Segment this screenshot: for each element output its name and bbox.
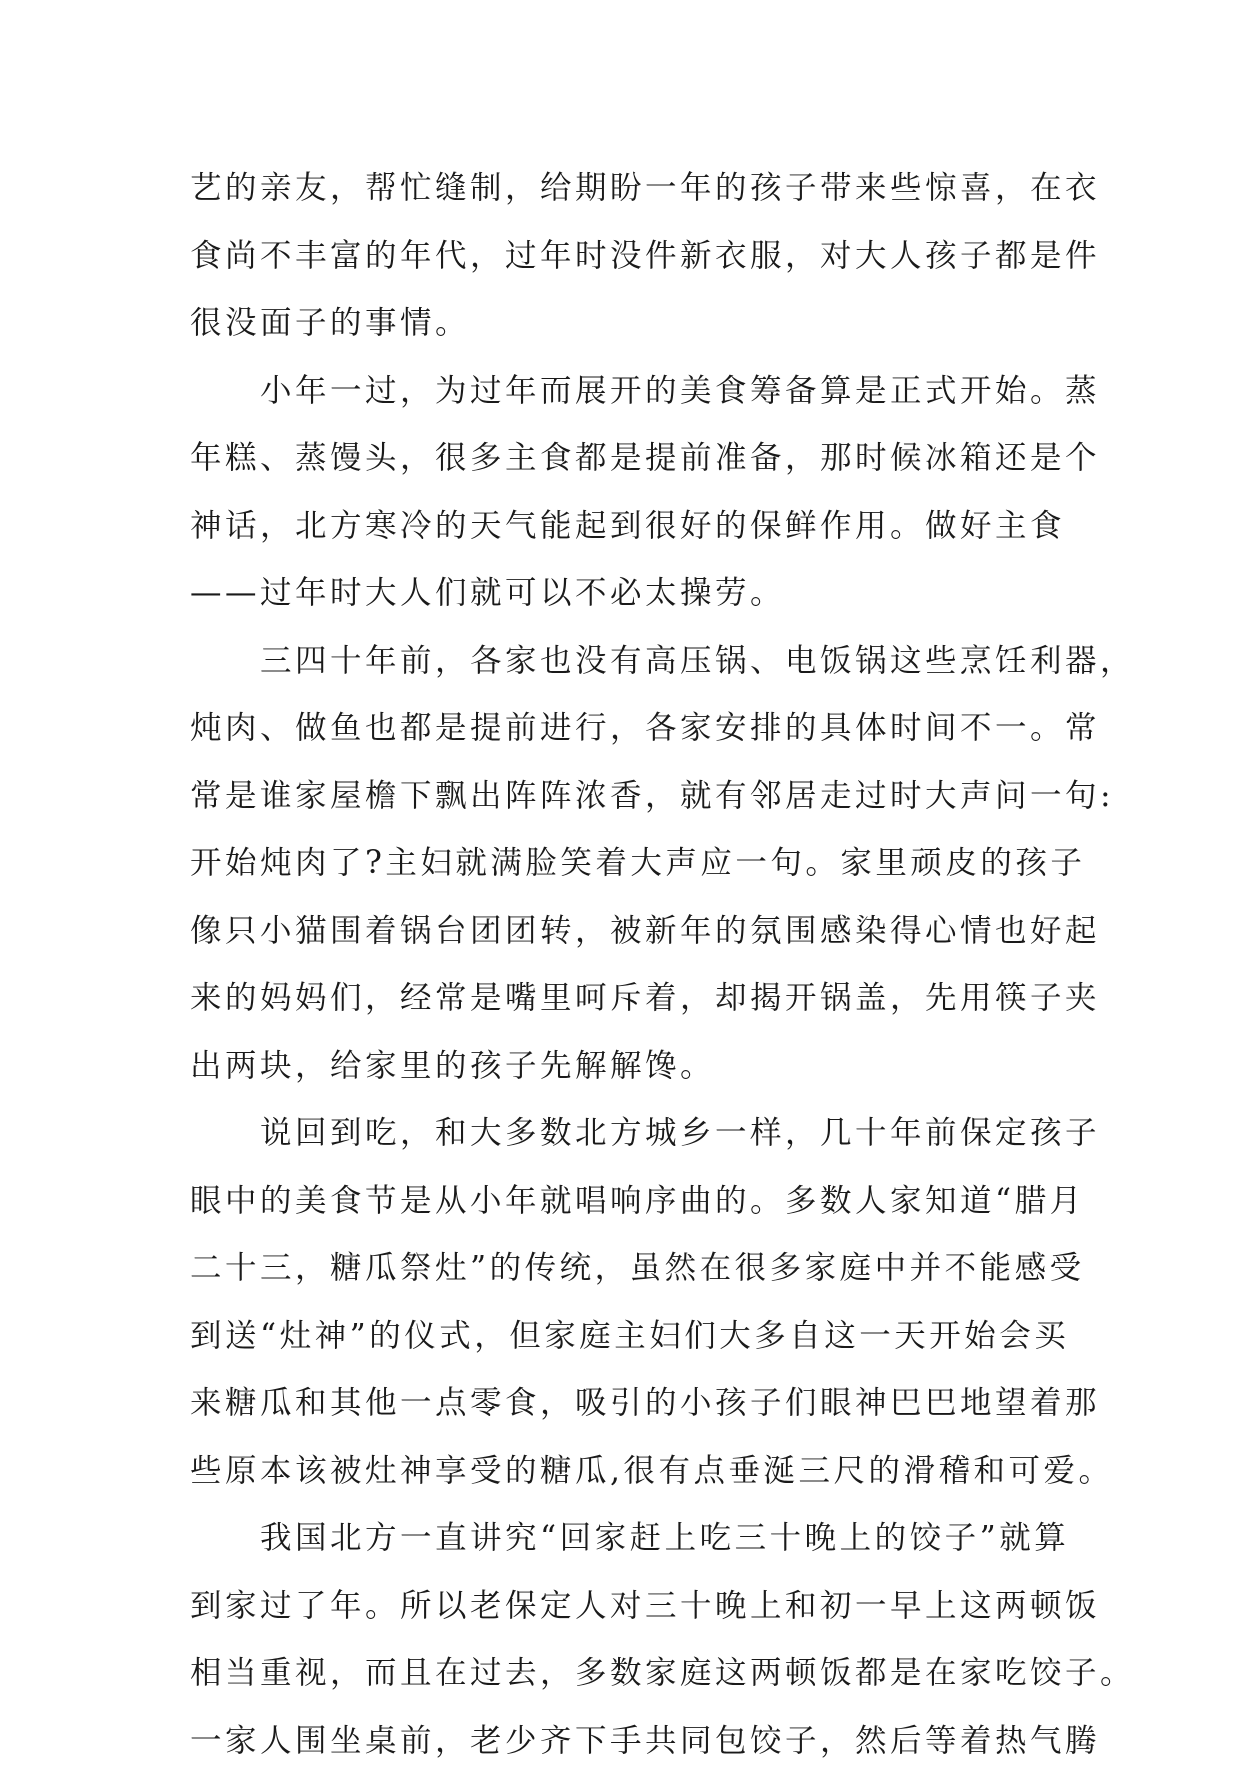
paragraph-line: 很没面子的事情。	[190, 290, 1050, 358]
paragraph-line: 到送“灶神”的仪式，但家庭主妇们大多自这一天开始会买	[190, 1303, 1050, 1371]
document-body	[190, 155, 1050, 1775]
paragraph-line: 三四十年前，各家也没有高压锅、电饭锅这些烹饪利器，	[190, 628, 1050, 696]
paragraph-line: 来的妈妈们，经常是嘴里呵斥着，却揭开锅盖，先用筷子夹	[190, 965, 1050, 1033]
paragraph-line: 年糕、蒸馒头，很多主食都是提前准备，那时候冰箱还是个	[190, 425, 1050, 493]
paragraph-line: 眼中的美食节是从小年就唱响序曲的。多数人家知道“腊月	[190, 1168, 1050, 1236]
paragraph-line: 小年一过，为过年而展开的美食筹备算是正式开始。蒸	[190, 358, 1050, 426]
paragraph-line: 食尚不丰富的年代，过年时没件新衣服，对大人孩子都是件	[190, 223, 1050, 291]
paragraph-line: 二十三，糖瓜祭灶”的传统，虽然在很多家庭中并不能感受	[190, 1235, 1050, 1303]
paragraph-line: 我国北方一直讲究“回家赶上吃三十晚上的饺子”就算	[190, 1505, 1050, 1573]
paragraph-line: 像只小猫围着锅台团团转，被新年的氛围感染得心情也好起	[190, 898, 1050, 966]
paragraph-line: 常是谁家屋檐下飘出阵阵浓香，就有邻居走过时大声问一句:	[190, 763, 1050, 831]
paragraph-line: 神话，北方寒冷的天气能起到很好的保鲜作用。做好主食	[190, 493, 1050, 561]
paragraph-line: 些原本该被灶神享受的糖瓜,很有点垂涎三尺的滑稽和可爱。	[190, 1438, 1050, 1506]
paragraph-line: 说回到吃，和大多数北方城乡一样，几十年前保定孩子	[190, 1100, 1050, 1168]
paragraph-line: 炖肉、做鱼也都是提前进行，各家安排的具体时间不一。常	[190, 695, 1050, 763]
paragraph-line: 一家人围坐桌前，老少齐下手共同包饺子，然后等着热气腾	[190, 1708, 1050, 1775]
paragraph-line: 到家过了年。所以老保定人对三十晚上和初一早上这两顿饭	[190, 1573, 1050, 1641]
paragraph-line: 开始炖肉了?主妇就满脸笑着大声应一句。家里顽皮的孩子	[190, 830, 1050, 898]
paragraph-line: 来糖瓜和其他一点零食，吸引的小孩子们眼神巴巴地望着那	[190, 1370, 1050, 1438]
paragraph-line: ——过年时大人们就可以不必太操劳。	[190, 560, 1050, 628]
paragraph-line: 出两块，给家里的孩子先解解馋。	[190, 1033, 1050, 1101]
paragraph-line: 相当重视，而且在过去，多数家庭这两顿饭都是在家吃饺子。	[190, 1640, 1050, 1708]
paragraph-line: 艺的亲友，帮忙缝制，给期盼一年的孩子带来些惊喜，在衣	[190, 155, 1050, 223]
